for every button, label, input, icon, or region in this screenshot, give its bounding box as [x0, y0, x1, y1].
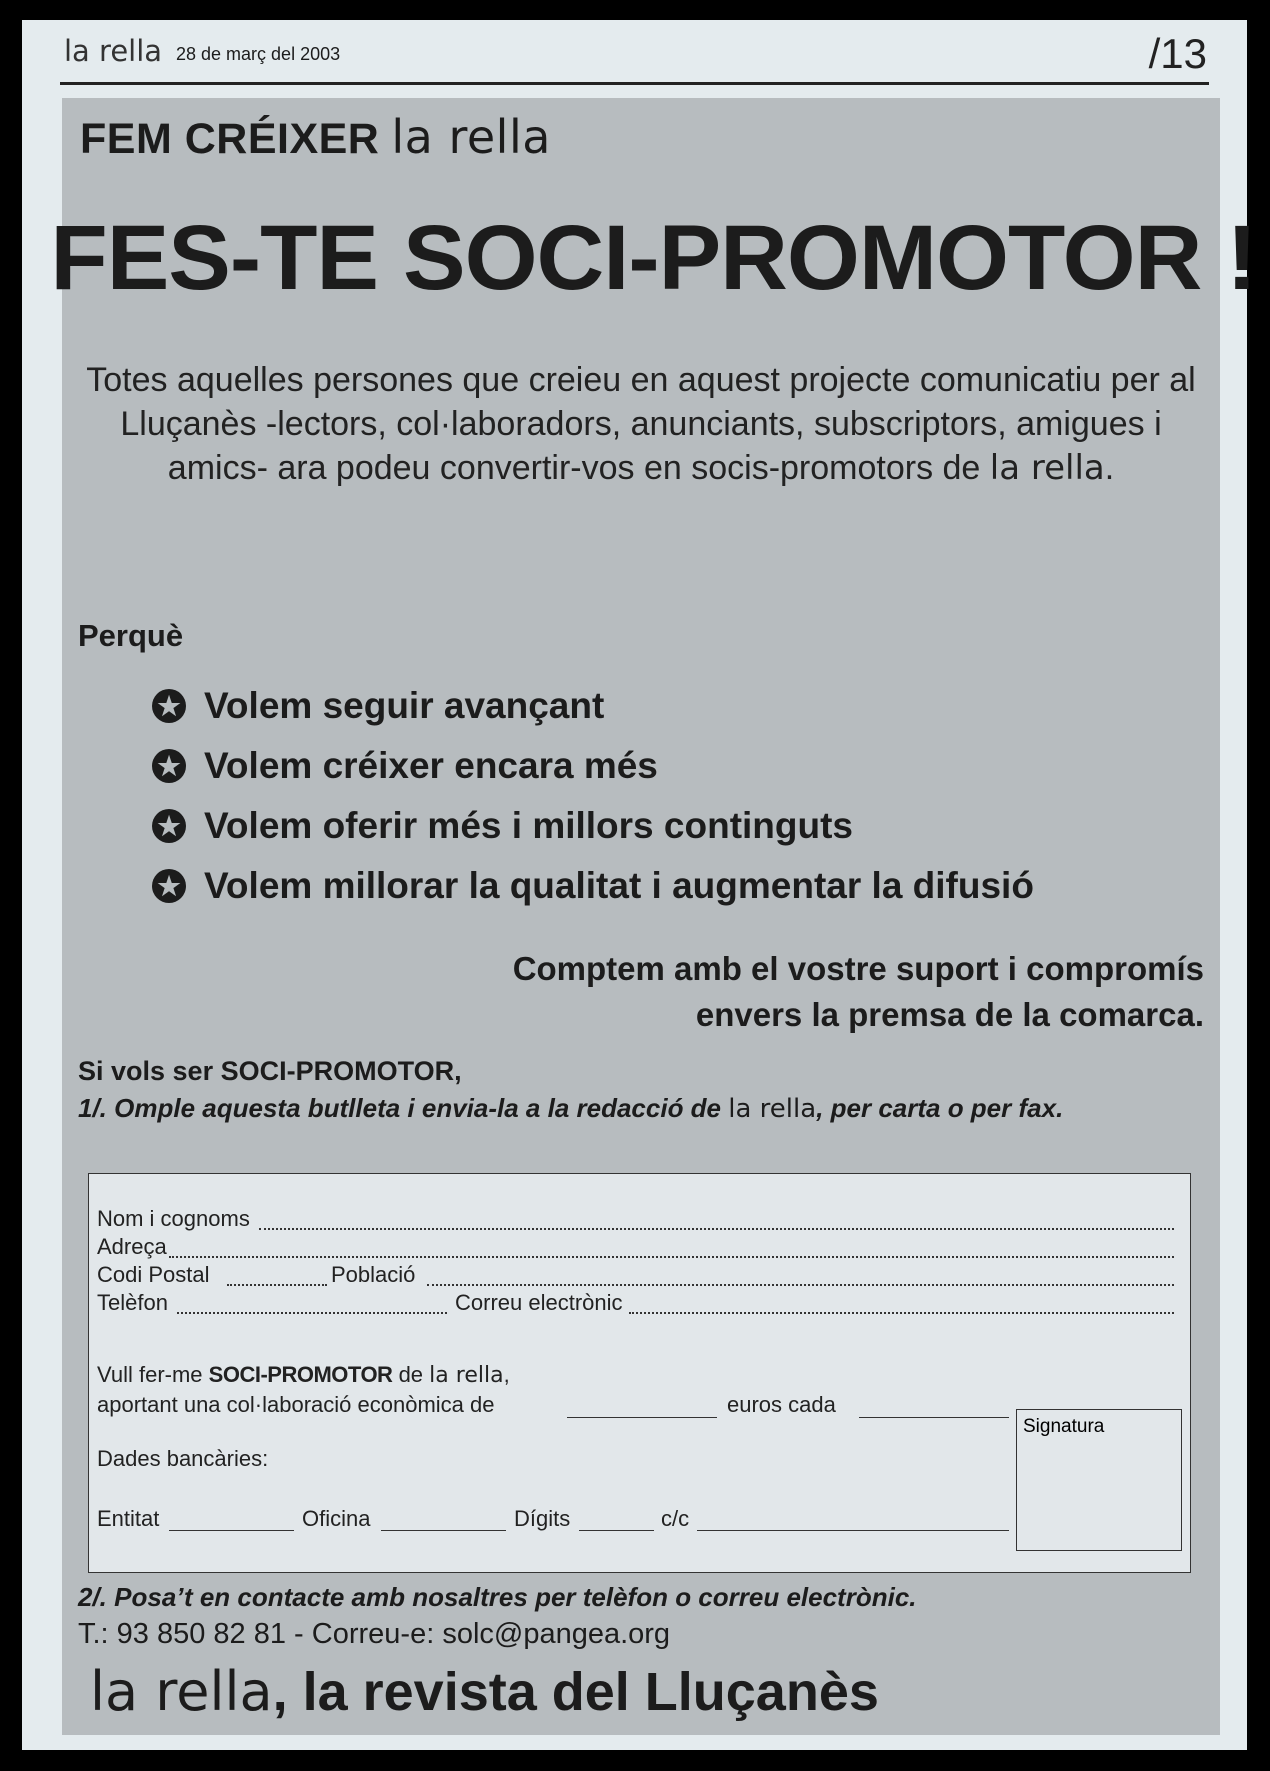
intro-end: .: [1104, 449, 1115, 487]
intro-text: Totes aquelles persones que creieu en aquest projecte comunicatiu per al Lluçanès -lectors, col·laboradors, anunciants, subscriptors, amigues i amics- ara podeu convertir-vos en socis-promotors de: [86, 361, 1196, 487]
name-field[interactable]: [259, 1228, 1174, 1230]
digits-label: Dígits: [514, 1506, 571, 1531]
email-field[interactable]: [629, 1312, 1174, 1314]
want-text: [97, 1362, 510, 1388]
support-line-1: Comptem amb el vostre suport i compromís: [512, 950, 1204, 987]
want-end: ,: [503, 1362, 510, 1387]
signature-box[interactable]: [1016, 1409, 1182, 1551]
step1-end: , per carta o per fax.: [816, 1093, 1064, 1123]
kicker-text: FEM CRÉIXER: [80, 115, 380, 163]
list-item-text: Volem seguir avançant: [204, 685, 605, 726]
account-label: c/c: [661, 1506, 690, 1531]
signup-step-1: [78, 1093, 1063, 1124]
step1-brand: la rella: [728, 1094, 817, 1124]
signup-form: [88, 1173, 1191, 1573]
list-item-text: Volem millorar la qualitat i augmentar la difusió: [204, 865, 1034, 906]
support-message: [513, 946, 1204, 1038]
support-line-2: envers la premsa de la comarca.: [695, 996, 1204, 1033]
list-item: [152, 736, 1034, 796]
step1-text: 1/. Omple aquesta butlleta i envia-la a la redacció de: [78, 1093, 722, 1123]
town-field[interactable]: [427, 1284, 1174, 1286]
contribution-amount-field[interactable]: [567, 1417, 717, 1418]
header-brand: la rella: [64, 34, 163, 68]
address-field[interactable]: [169, 1256, 1174, 1258]
office-label: Oficina: [302, 1506, 371, 1531]
name-label: Nom i cognoms: [97, 1206, 250, 1231]
want-mid: de: [398, 1362, 424, 1387]
signup-step-2: 2/. Posa’t en contacte amb nosaltres per telèfon o correu electrònic.: [78, 1582, 917, 1612]
entity-label: Entitat: [97, 1506, 160, 1531]
intro-brand: la rella: [989, 448, 1105, 488]
page: [22, 20, 1257, 1750]
list-item: [152, 856, 1034, 916]
page-number: /13: [1148, 30, 1207, 77]
reasons-list: [152, 676, 1034, 916]
footer-text: , la revista del Lluçanès: [272, 1662, 879, 1722]
section-heading: Perquè: [78, 618, 184, 653]
want-bold: SOCI-PROMOTOR: [208, 1362, 393, 1387]
intro-paragraph: [62, 358, 1220, 490]
digits-field[interactable]: [579, 1530, 654, 1531]
entity-field[interactable]: [169, 1530, 294, 1531]
star-icon: ★: [152, 869, 186, 903]
frequency-field[interactable]: [859, 1417, 1009, 1418]
signature-label: Signatura: [1023, 1416, 1105, 1437]
footer-brand: la rella: [90, 1660, 273, 1723]
postal-code-field[interactable]: [227, 1284, 327, 1286]
kicker: [80, 110, 551, 164]
headline: FES-TE SOCI-PROMOTOR !: [50, 207, 1257, 309]
frequency-label: euros cada: [727, 1392, 836, 1417]
town-label: Població: [331, 1262, 416, 1287]
list-item: [152, 676, 1034, 736]
signup-title: Si vols ser SOCI-PROMOTOR,: [78, 1056, 462, 1086]
account-field[interactable]: [697, 1530, 1009, 1531]
ad-panel: [50, 98, 1257, 1735]
list-item: [152, 796, 1034, 856]
office-field[interactable]: [381, 1530, 506, 1531]
list-item-text: Volem créixer encara més: [204, 745, 658, 786]
email-label: Correu electrònic: [455, 1290, 623, 1315]
footer-slogan: [90, 1660, 879, 1723]
phone-label: Telèfon: [97, 1290, 168, 1315]
address-label: Adreça: [97, 1234, 167, 1259]
contribution-label: aportant una col·laboració econòmica de: [97, 1392, 495, 1417]
star-icon: ★: [152, 749, 186, 783]
phone-field[interactable]: [177, 1312, 447, 1314]
contact-info: T.: 93 850 82 81 - Correu-e: solc@pangea.org: [78, 1618, 671, 1650]
want-brand: la rella: [429, 1363, 504, 1388]
star-icon: ★: [152, 809, 186, 843]
postal-code-label: Codi Postal: [97, 1262, 210, 1287]
header-rule: [60, 82, 1209, 85]
bank-label: Dades bancàries:: [97, 1446, 269, 1471]
star-icon: ★: [152, 689, 186, 723]
header-date: 28 de març del 2003: [176, 44, 341, 64]
want-pre: Vull fer-me: [97, 1362, 203, 1387]
kicker-brand: la rella: [391, 110, 551, 164]
list-item-text: Volem oferir més i millors continguts: [204, 805, 853, 846]
